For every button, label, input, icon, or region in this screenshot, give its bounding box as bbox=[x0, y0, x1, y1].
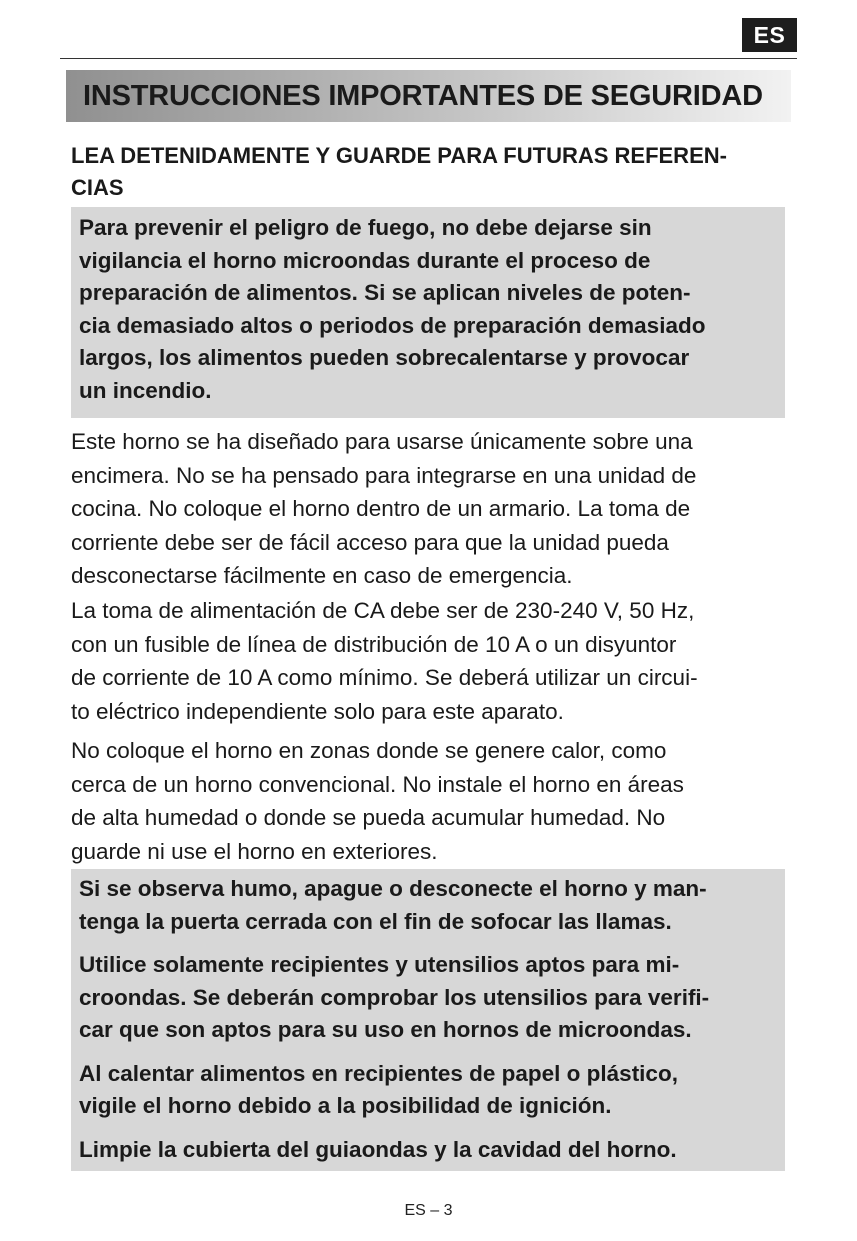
text-line: largos, los alimentos pueden sobrecalentarse y provocar bbox=[79, 345, 690, 370]
text-line: croondas. Se deberán comprobar los utensilios para verifi- bbox=[79, 984, 710, 1010]
text-line: cerca de un horno convencional. No instale el horno en áreas bbox=[71, 771, 684, 797]
safety-warnings-box bbox=[71, 869, 785, 1171]
countertop-installation-paragraph bbox=[71, 425, 786, 593]
text-line: de alta humedad o donde se pueda acumular humedad. No bbox=[71, 805, 666, 830]
text-line: de corriente de 10 A como mínimo. Se deberá utilizar un circui- bbox=[71, 665, 698, 690]
text-line: Limpie la cubierta del guiaondas y la cavidad del horno. bbox=[79, 1136, 677, 1162]
text-line: Utilice solamente recipientes y utensilios aptos para mi- bbox=[79, 952, 680, 977]
power-supply-paragraph bbox=[71, 594, 786, 728]
text-line: No coloque el horno en zonas donde se genere calor, como bbox=[71, 738, 667, 763]
text-line: encimera. No se ha pensado para integrarse en una unidad de bbox=[71, 462, 697, 488]
text-line: con un fusible de línea de distribución de 10 A o un disyuntor bbox=[71, 631, 677, 657]
text-line: corriente debe ser de fácil acceso para que la unidad pueda bbox=[71, 529, 669, 555]
read-carefully-heading bbox=[71, 140, 786, 204]
language-badge: ES bbox=[742, 18, 797, 52]
text-line: La toma de alimentación de CA debe ser de 230-240 V, 50 Hz, bbox=[71, 598, 695, 623]
fire-warning-box bbox=[71, 207, 785, 418]
text-line: Al calentar alimentos en recipientes de papel o plástico, bbox=[79, 1060, 678, 1086]
fire-warning-text bbox=[79, 212, 777, 407]
page-number: ES – 3 bbox=[404, 1202, 453, 1219]
text-line: guarde ni use el horno en exteriores. bbox=[71, 838, 438, 864]
text-line: cocina. No coloque el horno dentro de un armario. La toma de bbox=[71, 496, 691, 521]
text-line: preparación de alimentos. Si se aplican niveles de poten- bbox=[79, 280, 691, 305]
smoke-warning bbox=[79, 873, 777, 938]
header-divider bbox=[60, 58, 797, 59]
text-line: cia demasiado altos o periodos de preparación demasiado bbox=[79, 312, 706, 338]
text-line: Si se observa humo, apague o desconecte el horno y man- bbox=[79, 876, 707, 901]
text-line: desconectarse fácilmente en caso de emergencia. bbox=[71, 563, 573, 588]
section-title-band bbox=[66, 70, 791, 122]
text-line: Para prevenir el peligro de fuego, no debe dejarse sin bbox=[79, 215, 652, 240]
subheading-line: CIAS bbox=[71, 175, 124, 200]
subheading-line: LEA DETENIDAMENTE Y GUARDE PARA FUTURAS REFEREN- bbox=[71, 143, 727, 168]
text-line: to eléctrico independiente solo para este aparato. bbox=[71, 698, 564, 724]
text-line: Este horno se ha diseñado para usarse únicamente sobre una bbox=[71, 429, 693, 454]
cleaning-warning bbox=[79, 1134, 777, 1167]
utensils-warning bbox=[79, 949, 777, 1047]
placement-paragraph bbox=[71, 734, 786, 868]
text-line: vigile el horno debido a la posibilidad de ignición. bbox=[79, 1093, 612, 1118]
section-title: INSTRUCCIONES IMPORTANTES DE SEGURIDAD bbox=[83, 79, 763, 112]
text-line: tenga la puerta cerrada con el fin de sofocar las llamas. bbox=[79, 908, 672, 934]
text-line: vigilancia el horno microondas durante el proceso de bbox=[79, 247, 651, 273]
text-line: car que son aptos para su uso en hornos de microondas. bbox=[79, 1017, 692, 1042]
text-line: un incendio. bbox=[79, 377, 212, 403]
paper-plastic-warning bbox=[79, 1058, 777, 1123]
